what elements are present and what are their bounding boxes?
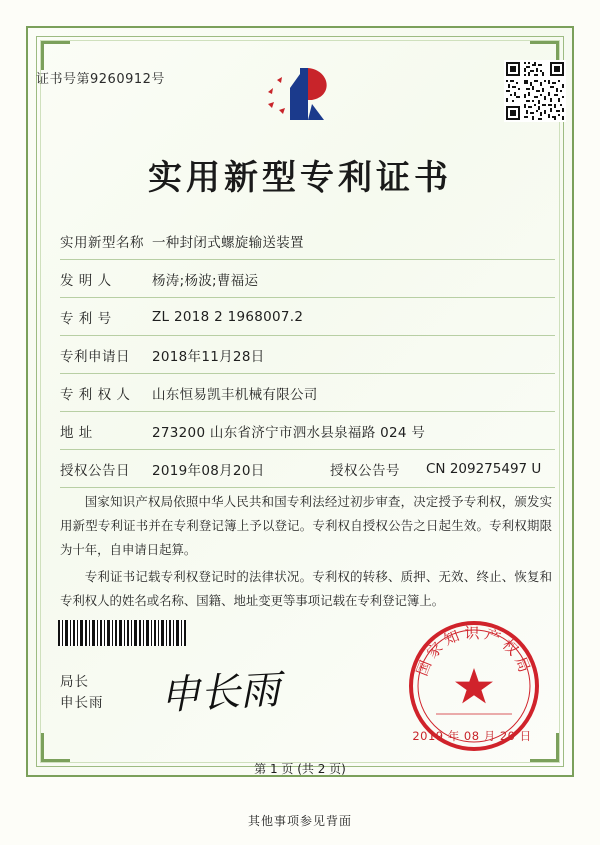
field-value-grant-date: 2019年08月20日 [152,462,265,479]
field-label: 地 址 [60,424,93,441]
svg-text:国家知识产权局: 国家知识产权局 [412,624,536,679]
barcode [58,620,186,646]
seal-date: 2019 年 08 月 20 日 [412,729,532,743]
field-value-grant-number: CN 209275497 U [426,460,542,477]
field-label: 发 明 人 [60,272,112,289]
field-label: 实用新型名称 [60,234,144,251]
legal-paragraph-1: 国家知识产权局依照中华人民共和国专利法经过初步审查，决定授予专利权，颁发实用新型专利证书并在专利登记簿上予以登记。专利权自授权公告之日起生效。专利权期限为十年，自申请日起算。 [60,494,552,558]
signature-block [60,672,104,714]
field-label-grant-date: 授权公告日 [60,462,130,479]
corner-ornament-bottom-left [41,733,70,762]
field-value: 山东恒易凯丰机械有限公司 [152,386,318,403]
field-value: 2018年11月28日 [152,348,265,365]
certificate-number: 证书号第9260912号 [36,72,165,87]
field-row-patentee [60,374,555,412]
legal-text [60,490,552,615]
field-row-application-date [60,336,555,374]
field-list [60,222,555,488]
field-row-patent-number [60,298,555,336]
legal-paragraph-2: 专利证书记载专利权登记时的法律状况。专利权的转移、质押、无效、终止、恢复和专利权人的姓名或名称、国籍、地址变更等事项记载在专利登记簿上。 [60,568,552,608]
field-value: ZL 2018 2 1968007.2 [152,308,304,325]
field-label-grant-number: 授权公告号 [330,462,400,479]
footer-note: 其他事项参见背面 [247,814,352,828]
field-row-address [60,412,555,450]
qr-code [504,60,566,122]
page-title: 实用新型专利证书 [148,158,452,198]
field-value: 273200 山东省济宁市泗水县泉福路 024 号 [152,424,426,441]
field-row-grant [60,450,555,488]
field-label: 专利申请日 [60,348,130,365]
field-row-inventors [60,260,555,298]
corner-ornament-top-left [41,41,70,70]
handwritten-signature: 申长雨 [158,666,282,720]
cnipa-logo-icon [246,58,354,136]
field-value: 一种封闭式螺旋输送装置 [152,234,304,251]
office-label: 局长 [60,674,89,690]
field-label: 专 利 权 人 [60,386,131,403]
field-row-name [60,222,555,260]
page-number: 第 1 页 (共 2 页) [254,762,346,776]
field-value: 杨涛;杨波;曹福运 [152,272,259,289]
field-label: 专 利 号 [60,310,112,327]
director-name: 申长雨 [60,694,104,711]
